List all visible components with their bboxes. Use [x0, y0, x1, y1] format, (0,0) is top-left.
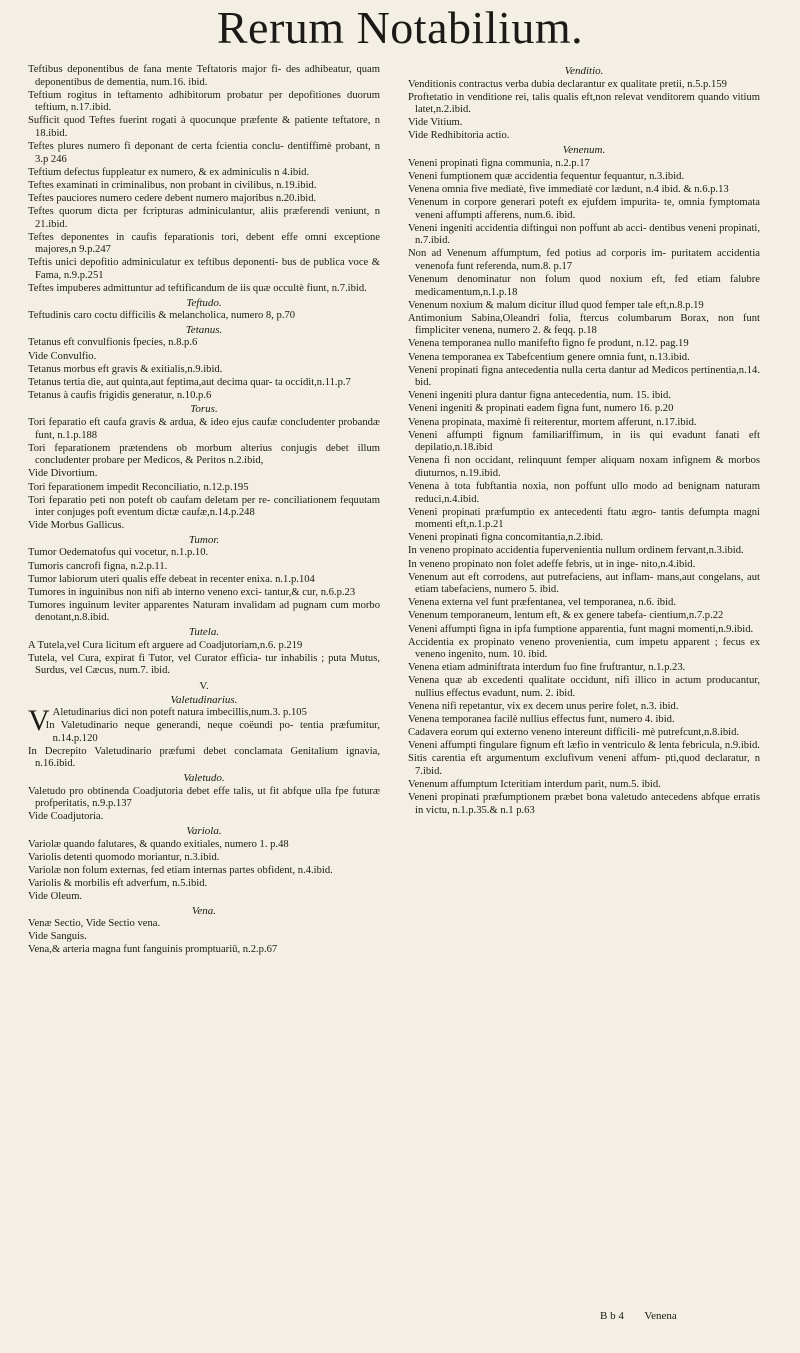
index-entry: In veneno propinato non folet adeffe febris, ut in inge- nito,n.4.ibid.: [408, 558, 696, 570]
index-entry: Veneni propinati figna communia, n.2.p.17: [408, 157, 590, 169]
index-entry: Sufficit quod Teftes fuerint rogati à quocunque præfente & patiente teftatore, n 18.ibid.: [28, 115, 380, 139]
index-entry: Venena temporanea ex Tabefcentium genere omnia funt, n.13.ibid.: [408, 351, 690, 363]
index-entry: Venenum affumptum Icteritiam interdum parit, num.5. ibid.: [408, 779, 661, 791]
index-entry: Venenum temporaneum, lentum eft, & ex genere tabefa- cientium,n.7.p.22: [408, 610, 724, 622]
index-entry: Teftes pauciores numero cedere debent numero majoribus n.20.ibid.: [28, 192, 317, 204]
index-entry: Venenum in corpore generari poteft ex ejufdem impurita- te, omnia fymptomata veneni affumpti afferens, num.6. ibid.: [408, 196, 760, 221]
section-heading: Valetudo.: [183, 772, 225, 785]
index-entry: Veneni ingeniti accidentia diftingui non poffunt ab acci- dentibus veneni propinati, n.7.ibid.: [408, 222, 760, 247]
section-heading: Torus.: [190, 403, 218, 416]
signature-line: [600, 1310, 780, 1322]
index-entry: Veneni ingeniti plura dantur figna antecedentia, num. 15. ibid.: [408, 390, 672, 402]
index-entry: Veneni propinati figna concomitantia,n.2.ibid.: [408, 532, 604, 544]
index-entry: Tori feparatio eft caufa gravis & ardua, & ideo ejus caufæ concludenter probandæ funt, n.1.p.188: [28, 417, 380, 441]
signature-mark: B b 4: [600, 1310, 624, 1322]
index-entry: Variolæ non folum externas, fed etiam internas partes obfident, n.4.ibid.: [28, 864, 333, 876]
index-entry: Vena,& arteria magna funt fanguinis promptuariū, n.2.p.67: [28, 944, 278, 956]
left-column: [28, 64, 380, 957]
index-entry: Tori feparationem prætendens ob morbum alterius conjugis debet illum concludenter probare per Medicos, & Peritos n.2.ibid,: [28, 442, 380, 467]
index-entry: Veneni affumpti fignum familiariffimum, in iis qui evadunt fanati eft depilatio,n.18.ibid: [408, 429, 760, 454]
index-entry: Variolis & morbilis eft adverfum, n.5.ibid.: [28, 877, 208, 889]
index-entry: Venenum aut eft corrodens, aut putrefaciens, aut inflam- mans,aut congelans, aut etiam tabefaciens, numero 5. ibid.: [408, 571, 760, 596]
page-title: Rerum Notabilium.: [216, 2, 584, 53]
index-entry: Teftis unici depofitio adminiculatur ex teftibus deponenti- bus de publica voce & Fama, n.9.p.251: [28, 257, 380, 281]
index-entry: Teftes plures numero fi deponant de certa fcientia conclu- dentiffimè probant, n 3.p 246: [28, 141, 380, 165]
index-entry: Venena à tota fubftantia noxia, non poffunt ullo modo ad benignam naturam reduci,n.4.ibid.: [408, 481, 760, 505]
index-entry: Venena quæ ab excedenti qualitate occidunt, nifi illico in actum producantur, nullius effectus evadunt, num. 2. ibid.: [408, 675, 760, 699]
index-entry: Cadavera eorum qui externo veneno intereunt difficili- mè putrefcunt,n.8.ibid.: [408, 727, 740, 739]
index-entry: Venena nifi repetantur, vix ex decem unus perire folet, n.3. ibid.: [408, 701, 679, 713]
index-entry: Venenum noxium & malum dicitur illud quod femper tale eft,n.8.p.19: [408, 299, 704, 311]
index-entry: Accidentia ex propinato veneno provenientia, cum impetu apparent ; fecus ex veneno ingenito, num. 10. ibid.: [408, 636, 760, 661]
index-entry: Veneni affumpti figna in ipfa fumptione apparentia, funt magni momenti,n.9.ibid.: [408, 623, 754, 635]
section-heading: Venenum.: [562, 144, 606, 157]
index-entry: Proftetatio in venditione rei, talis qualis eft,non relevat venditorem quando vitium latet,n.2.ibid.: [408, 91, 760, 116]
index-entry: Venena omnia five mediatè, five immediatè cor lædunt, n.4 ibid. & n.6.p.13: [408, 183, 729, 195]
index-entry: Tumores inguinum leviter apparentes Naturam invalidam ad pugnam cum morbo denotant,n.8.ibid.: [28, 599, 380, 624]
index-entry: Teftium rogitus in teftamento adhibitorum probatur per depofitiones duorum teftium, n.17.ibid.: [28, 89, 380, 114]
index-entry: Vide Divortium.: [28, 468, 98, 480]
index-entry: Venena temporanea facilè nullius effectus funt, numero 4. ibid.: [408, 714, 675, 726]
index-entry: Vide Coadjutoria.: [28, 811, 104, 823]
index-entry: Tumores in inguinibus non nifi ab interno veneno exci- tantur,& cur, n.6.p.23: [28, 586, 356, 598]
section-heading: Valetudinarius.: [170, 693, 238, 706]
index-entry: Vide Vitium.: [408, 117, 463, 129]
index-entry: Tetanus tertia die, aut quinta,aut feptima,aut decima quar- ta occidit,n.11.p.7: [28, 376, 351, 388]
index-entry: Teftium defectus fuppleatur ex numero, & ex adminiculis n 4.ibid.: [28, 166, 310, 178]
section-heading: Teftudo.: [186, 296, 222, 309]
index-entry: Teftudinis caro coctu difficilis & melancholica, numero 8, p.70: [28, 310, 296, 322]
index-entry: Teftes quorum dicta per fcripturas adminiculantur, aliis præferendi veniunt, n 21.ibid.: [28, 206, 380, 230]
index-entry: Tumor Oedematofus qui vocetur, n.1.p.10.: [28, 547, 209, 559]
right-column: [408, 64, 760, 818]
index-entry: Tori feparatio peti non poteft ob caufam deletam per re- conciliationem fequutam inter conjuges poft eventum dictæ caufæ,n.14.p.248: [28, 494, 380, 519]
index-entry: Vide Redhibitoria actio.: [408, 130, 510, 142]
section-heading: Variola.: [186, 824, 222, 837]
index-entry: A Tutela,vel Cura licitum eft arguere ad Coadjutoriam,n.6. p.219: [28, 639, 303, 651]
index-entry: Veneni propinati præfumptio ex antecedenti ftatu ægro- tantis defumpta magni momenti eft,n.1.p.21: [408, 506, 760, 531]
section-letter: V.: [199, 679, 209, 692]
index-entry: Venena propinata, maximè fi reiterentur, mortem afferunt, n.17.ibid.: [408, 416, 697, 428]
index-entry: Variolis detenti quomodo moriantur, n.3.ibid.: [28, 851, 220, 863]
index-entry: Venena externa vel funt præfentanea, vel temporanea, n.6. ibid.: [408, 597, 676, 609]
section-heading: Venditio.: [564, 65, 604, 77]
section-heading: Tetanus.: [185, 323, 223, 336]
index-entry: Veneni propinati præfumptionem præbet bona valetudo antecedens abfque erratis in victu, n.1.p.35.& n.1 p.63: [408, 792, 760, 816]
drop-cap: V: [28, 704, 50, 738]
index-entry: Tetanus morbus eft gravis & exitialis,n.9.ibid.: [28, 363, 223, 375]
index-entry: Antimonium Sabina,Oleandri folia, ftercus columbarum Borax, non funt fimpliciter venena, numero 2. & feqq. p.18: [408, 312, 760, 337]
index-entry: In Decrepito Valetudinario præfumi debet conclamata Genitalium ignavia, n.16.ibid.: [28, 745, 380, 770]
index-entry: Vide Morbus Gallicus.: [28, 520, 125, 532]
section-heading: Tutela.: [188, 626, 220, 639]
catchword: Venena: [644, 1310, 677, 1322]
index-entry: Vide Sanguis.: [28, 931, 87, 943]
index-entry: Venena fi non occidant, relinquunt femper aliquam noxam infignem & morbos diuturnos, n.19.ibid.: [408, 455, 760, 479]
index-entry: Veneni fumptionem quæ accidentia fequentur fequantur, n.3.ibid.: [408, 170, 685, 182]
index-entry: Venena etiam adminiftrata interdum fuo fine fruftrantur, n.1.p.23.: [408, 662, 686, 674]
index-entry: Variolæ quando falutares, & quando exitiales, numero 1. p.48: [28, 838, 289, 850]
section-heading: Tumor.: [188, 533, 220, 546]
index-entry: In Valetudinario neque generandi, neque coëundi po- tentia præfumitur, n.14.p.120: [45, 720, 380, 744]
index-entry: Venæ Sectio, Vide Sectio vena.: [28, 918, 161, 930]
index-entry: Tetanus eft convulfionis fpecies, n.8.p.6: [28, 337, 198, 349]
index-entry: Valetudo pro obtinenda Coadjutoria debet effe talis, ut fit abfque ulla fpe futuræ profperitatis, n.9.p.137: [28, 785, 380, 810]
index-entry: Venditionis contractus verba dubia declarantur ex qualitate pretii, n.5.p.159: [408, 78, 727, 90]
index-entry: Venenum denominatur non folum quod noxium eft, fed etiam falubre medicamentum,n.1.p.18: [408, 274, 760, 298]
index-entry: Sitis carentia eft argumentum exclufivum veneni affum- pti,quod declaratur, n 7.ibid.: [408, 753, 760, 778]
index-entry: Venena temporanea nullo manifefto figno fe produnt, n.12. pag.19: [408, 338, 689, 350]
index-entry: Teftes deponentes in caufis feparationis tori, debent effe omni exceptione majores,n 9.p.247: [28, 231, 380, 256]
section-heading: Vena.: [191, 904, 217, 917]
index-entry: Veneni affumpti fingulare fignum eft læfio in ventriculo & lenta febricula, n.9.ibid.: [408, 740, 760, 752]
index-entry: Tutela, vel Cura, expirat fi Tutor, vel Curator efficia- tur inhabilis ; puta Mutus, Surdus, vel Cæcus, num.7. ibid.: [28, 652, 380, 677]
index-entry: Veneni propinati figna antecedentia nulla certa dantur ad Medicos pertinentia,n.14. bid.: [408, 364, 760, 389]
index-entry: In veneno propinato accidentia fupervenientia nullum ordinem fervant,n.3.ibid.: [408, 545, 744, 557]
index-entry: Tetanus à caufis frigidis generatur, n.10.p.6: [28, 389, 212, 401]
index-entry: Tumor labiorum uteri qualis effe debeat in recenter enixa. n.1.p.104: [28, 573, 315, 585]
index-entry: Tumoris cancrofi figna, n.2.p.11.: [28, 560, 168, 572]
index-entry: Teftes examinati in criminalibus, non probant in civilibus, n.19.ibid.: [28, 179, 317, 191]
index-entry: Tori feparationem impedit Reconciliatio, n.12.p.195: [28, 481, 249, 493]
index-entry: Vide Convulfio.: [28, 350, 97, 362]
index-entry: Non ad Venenum affumptum, fed potius ad corporis im- puritatem accidentia venenofa funt referenda, num.8. p.17: [408, 248, 760, 272]
index-entry: Vide Oleum.: [28, 890, 83, 902]
entry-text: Aletudinarius dici non poteft natura imbecillis,num.3. p.105: [52, 707, 307, 719]
index-entry: Veneni ingeniti & propinati eadem figna funt, numero 16. p.20: [408, 403, 674, 415]
index-entry: Teftibus deponentibus de fana mente Teftatoris major fi- des adhibeatur, quam deponentibus de dementia, num.16. ibid.: [28, 64, 380, 88]
index-entry: Teftes impuberes admittuntur ad teftificandum de iis quæ occultè fiunt, n.7.ibid.: [28, 283, 367, 295]
